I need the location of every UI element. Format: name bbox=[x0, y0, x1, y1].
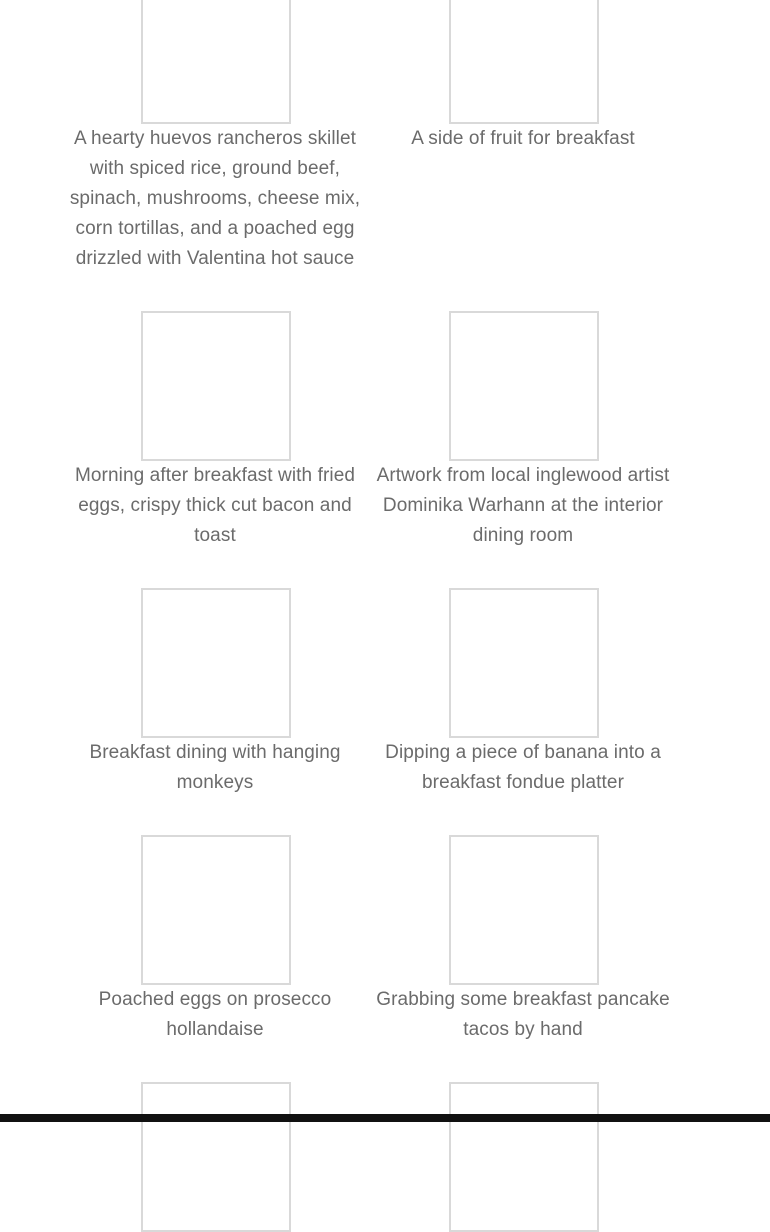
gallery-thumbnail[interactable] bbox=[141, 835, 291, 985]
gallery-caption: Artwork from local inglewood artist Dominika Warhann at the interior dining room bbox=[376, 465, 670, 546]
gallery-caption: Dipping a piece of banana into a breakfast fondue platter bbox=[385, 742, 661, 793]
bottom-bar bbox=[0, 1114, 770, 1122]
gallery-thumbnail[interactable] bbox=[141, 311, 291, 461]
gallery-caption: A hearty huevos rancheros skillet with spiced rice, ground beef, spinach, mushrooms, cheese mix, corn tortillas, and a poached egg drizzled with Valentina hot sauce bbox=[69, 128, 361, 269]
gallery-thumbnail[interactable] bbox=[141, 588, 291, 738]
gallery-caption: Morning after breakfast with fried eggs, crispy thick cut bacon and toast bbox=[74, 465, 356, 546]
gallery-thumbnail[interactable] bbox=[449, 1082, 599, 1232]
gallery-caption: A side of fruit for breakfast bbox=[411, 128, 635, 149]
gallery-thumbnail[interactable] bbox=[449, 835, 599, 985]
gallery-thumbnail[interactable] bbox=[449, 311, 599, 461]
gallery-caption: Poached eggs on prosecco hollandaise bbox=[98, 989, 332, 1040]
gallery-caption: Breakfast dining with hanging monkeys bbox=[89, 742, 341, 793]
gallery-thumbnail[interactable] bbox=[141, 0, 291, 124]
gallery-thumbnail[interactable] bbox=[449, 588, 599, 738]
gallery-thumbnail[interactable] bbox=[141, 1082, 291, 1232]
gallery-caption: Grabbing some breakfast pancake tacos by hand bbox=[376, 989, 670, 1040]
gallery-thumbnail[interactable] bbox=[449, 0, 599, 124]
